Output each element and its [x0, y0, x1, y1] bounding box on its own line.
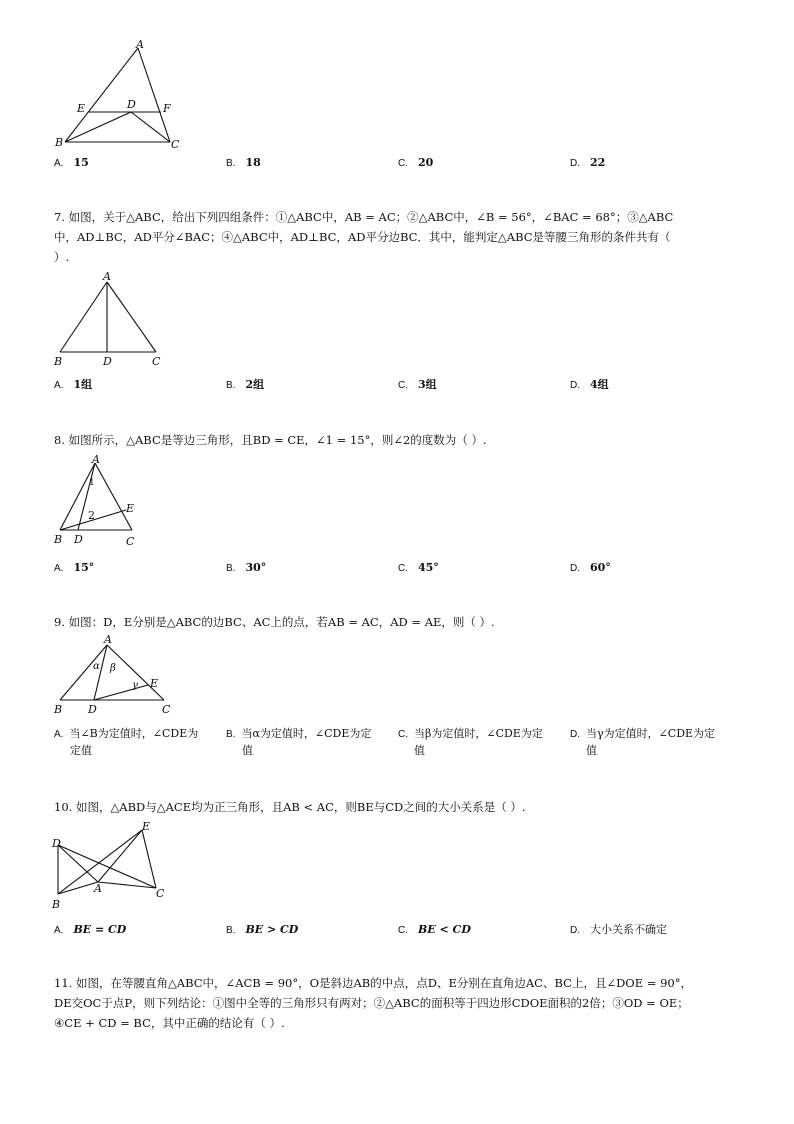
- q6-figure: [55, 38, 185, 154]
- q8-label-angle1: 1: [89, 478, 95, 488]
- q6-label-f: F: [163, 102, 171, 115]
- q6-side-ac: [138, 48, 170, 142]
- q10-side-ac: [98, 882, 156, 888]
- q8-option-d[interactable]: D. 60°: [570, 561, 611, 574]
- q6-segment-dc: [131, 112, 170, 142]
- q7-option-d[interactable]: D. 4组: [570, 378, 609, 391]
- q10-stem-line1: 10. 如图，△ABD与△ACE均为正三角形，且AB < AC，则BE与CD之间的大小关系是（ ）.: [54, 800, 526, 814]
- q7-label-b: B: [54, 355, 63, 368]
- q6-segment-bd: [65, 112, 131, 142]
- q6-option-b[interactable]: B. 18: [226, 156, 261, 169]
- q8-label-e: E: [126, 502, 135, 515]
- q7-stem-line2: 中，AD⊥BC，AD平分∠BAC；④△ABC中，AD⊥BC，AD平分边BC．其中，能判定△ABC是等腰三角形的条件共有（: [54, 230, 671, 244]
- q10-option-d[interactable]: D. 大小关系不确定: [570, 923, 667, 936]
- q10-label-a: A: [94, 882, 102, 895]
- q10-label-d: D: [52, 837, 61, 850]
- q6-option-d[interactable]: D. 22: [570, 156, 606, 169]
- q8-option-b[interactable]: B. 30°: [226, 561, 267, 574]
- q8-label-c: C: [126, 535, 135, 548]
- q8-stem: [54, 430, 744, 450]
- q7-option-a[interactable]: A. 1组: [54, 378, 93, 391]
- q11-stem-line3: ④CE + CD = BC，其中正确的结论有（ ）.: [54, 1016, 285, 1030]
- q8-label-b: B: [54, 533, 63, 546]
- q10-side-ae: [98, 830, 142, 882]
- q10-label-e: E: [142, 820, 151, 833]
- q8-label-angle2: 2: [88, 509, 95, 522]
- q10-option-a[interactable]: A. BE = CD: [54, 923, 127, 936]
- q6-label-e: E: [77, 102, 86, 115]
- q9-label-e: E: [150, 677, 159, 690]
- q9-label-b: B: [54, 703, 63, 716]
- q9-stem: [54, 612, 744, 632]
- q10-figure: [50, 820, 170, 915]
- q9-label-c: C: [162, 703, 171, 716]
- q9-figure: [52, 635, 182, 720]
- q7-figure: [52, 272, 172, 372]
- q9-option-c[interactable]: C. 当β为定值时，∠CDE为定 值: [398, 727, 543, 757]
- q6-option-c[interactable]: C. 20: [398, 156, 434, 169]
- q8-option-c[interactable]: C. 45°: [398, 561, 439, 574]
- q7-stem: [54, 207, 744, 267]
- q9-label-d: D: [88, 703, 97, 716]
- q9-label-beta: β: [110, 663, 116, 674]
- q10-segment-cd: [58, 845, 156, 888]
- q9-label-gamma: γ: [132, 680, 138, 691]
- q10-label-b: B: [52, 898, 61, 911]
- q7-option-c[interactable]: C. 3组: [398, 378, 437, 391]
- q9-label-a: A: [104, 633, 112, 646]
- q7-stem-line3: ）.: [54, 250, 70, 264]
- q6-label-d: D: [127, 98, 136, 111]
- q7-stem-line1: 7. 如图，关于△ABC，给出下列四组条件：①△ABC中，AB = AC；②△ABC中，∠B = 56°，∠BAC = 68°；③△ABC: [54, 210, 674, 224]
- q10-side-da: [58, 845, 98, 882]
- q7-label-c: C: [152, 355, 161, 368]
- q8-label-d: D: [74, 533, 83, 546]
- q6-side-ab: [65, 48, 138, 142]
- q7-label-a: A: [103, 270, 111, 283]
- q8-label-a: A: [92, 453, 100, 466]
- q10-option-b[interactable]: B. BE > CD: [226, 923, 299, 936]
- q6-option-a[interactable]: A. 15: [54, 156, 89, 169]
- q9-label-alpha: α: [93, 661, 100, 672]
- q9-segment-de: [94, 685, 148, 700]
- q10-side-ba: [58, 882, 98, 894]
- q10-option-c[interactable]: C. BE < CD: [398, 923, 471, 936]
- q9-option-b[interactable]: B. 当α为定值时，∠CDE为定 值: [226, 727, 372, 757]
- q8-figure: [52, 455, 152, 550]
- q6-label-b: B: [55, 136, 64, 149]
- q9-stem-line1: 9. 如图：D，E分别是△ABC的边BC、AC上的点，若AB = AC，AD = AE，则（ ）.: [54, 615, 495, 629]
- q7-label-d: D: [103, 355, 112, 368]
- q6-label-c: C: [171, 138, 180, 151]
- q6-label-a: A: [136, 38, 144, 51]
- q10-stem: [54, 797, 744, 817]
- q8-side-ac: [95, 463, 135, 530]
- q9-option-a[interactable]: A. 当∠B为定值时，∠CDE为 定值: [54, 727, 199, 757]
- q8-stem-line1: 8. 如图所示，△ABC是等边三角形，且BD = CE，∠1 = 15°，则∠2的度数为（ ）.: [54, 433, 487, 447]
- q9-option-d[interactable]: D. 当γ为定值时，∠CDE为定 值: [570, 727, 716, 757]
- q11-stem-line1: 11. 如图，在等腰直角△ABC中，∠ACB = 90°，O是斜边AB的中点，点D、E分别在直角边AC、BC上，且∠DOE = 90°，: [54, 976, 692, 990]
- q10-label-c: C: [156, 887, 165, 900]
- q7-side-ac: [107, 282, 156, 352]
- q11-stem: [54, 973, 744, 1033]
- q7-side-ab: [60, 282, 107, 352]
- q10-side-ec: [142, 830, 156, 888]
- q7-option-b[interactable]: B. 2组: [226, 378, 265, 391]
- q11-stem-line2: DE交OC于点P，则下列结论：①图中全等的三角形只有两对；②△ABC的面积等于四边形CDOE面积的2倍；③OD = OE；: [54, 996, 689, 1010]
- q8-option-a[interactable]: A. 15°: [54, 561, 95, 574]
